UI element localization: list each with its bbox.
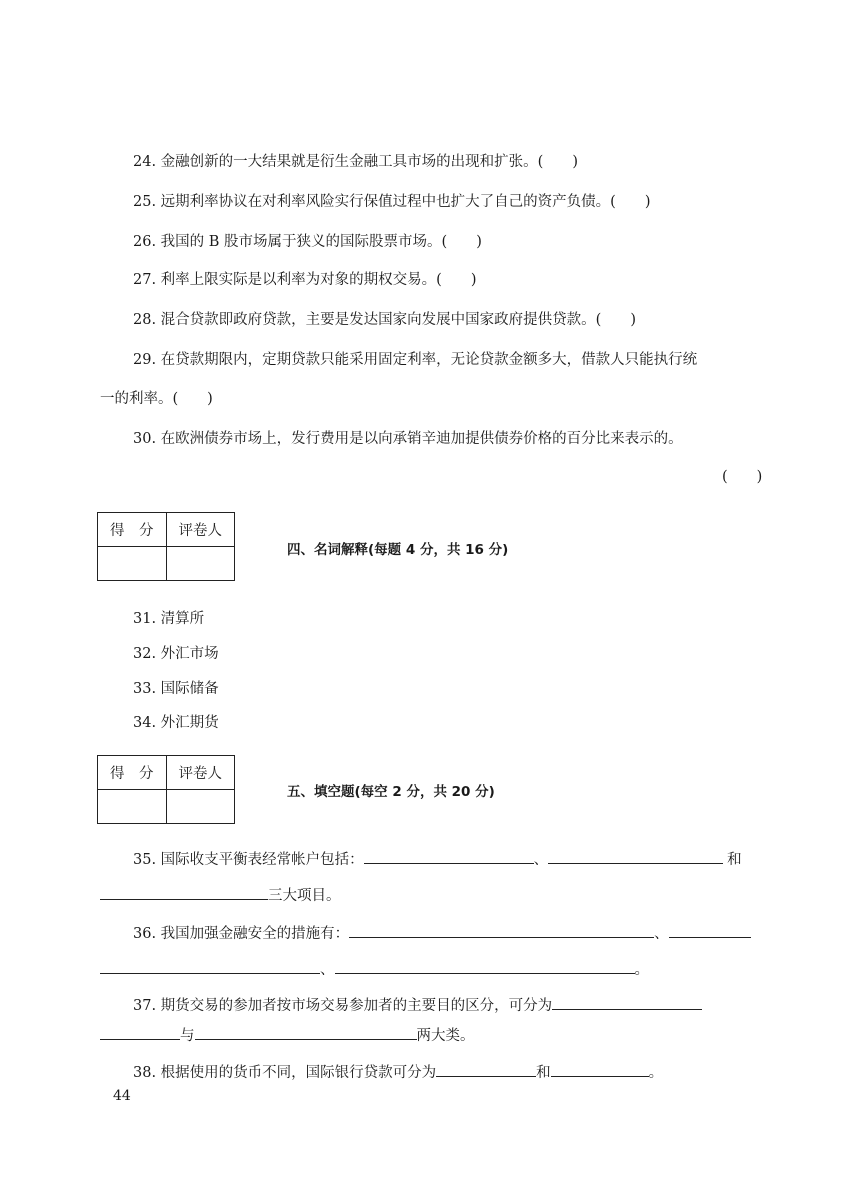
q36-blank-3[interactable] xyxy=(100,959,320,974)
question-29-line2: 一的利率。( ) xyxy=(100,391,213,407)
score-label: 得 分 xyxy=(98,756,167,790)
grader-label: 评卷人 xyxy=(166,756,235,790)
term-33: 33. 国际储备 xyxy=(133,681,219,697)
q35-and: 和 xyxy=(727,852,742,868)
q38-text: 38. 根据使用的货币不同，国际银行贷款可分为 xyxy=(133,1065,437,1081)
score-box-section4 xyxy=(97,512,235,581)
q36-blank-4[interactable] xyxy=(335,959,635,974)
question-28: 28. 混合贷款即政府贷款，主要是发达国家向发展中国家政府提供贷款。( ) xyxy=(133,312,636,328)
q37-blank-3[interactable] xyxy=(195,1025,417,1040)
score-label: 得 分 xyxy=(98,513,167,547)
q36-blank-1[interactable] xyxy=(349,923,654,938)
q35-blank-1[interactable] xyxy=(364,849,534,864)
q37-text: 37. 期货交易的参加者按市场交易参加者的主要目的区分，可分为 xyxy=(133,998,553,1014)
score-cell xyxy=(98,547,167,581)
q35-sep: 、 xyxy=(533,852,549,868)
term-34: 34. 外汇期货 xyxy=(133,715,219,731)
q36-sep1: 、 xyxy=(654,926,669,942)
grader-cell xyxy=(166,547,235,581)
term-32: 32. 外汇市场 xyxy=(133,646,219,662)
q35-text: 35. 国际收支平衡表经常帐户包括： xyxy=(133,852,364,868)
section4-title: 四、名词解释(每题 4 分，共 16 分) xyxy=(287,542,509,558)
page-number: 44 xyxy=(113,1088,131,1104)
q37-blank-1[interactable] xyxy=(552,995,702,1010)
question-27: 27. 利率上限实际是以利率为对象的期权交易。( ) xyxy=(133,272,477,288)
question-36-line2 xyxy=(100,958,649,979)
q36-end: 。 xyxy=(634,962,649,978)
q37-blank-2[interactable] xyxy=(100,1025,180,1040)
q36-blank-2[interactable] xyxy=(669,923,751,938)
score-cell xyxy=(98,790,167,824)
question-38 xyxy=(133,1061,663,1082)
question-35 xyxy=(133,848,742,869)
q38-end: 。 xyxy=(648,1065,664,1081)
question-24: 24. 金融创新的一大结果就是衍生金融工具市场的出现和扩张。( ) xyxy=(133,154,578,170)
question-29-line1: 29. 在贷款期限内，定期贷款只能采用固定利率，无论贷款金额多大，借款人只能执行统 xyxy=(133,352,698,368)
q35-blank-2[interactable] xyxy=(548,849,723,864)
question-30: 30. 在欧洲债券市场上，发行费用是以向承销辛迪加提供债券价格的百分比来表示的。 xyxy=(133,431,683,447)
q38-blank-2[interactable] xyxy=(551,1062,649,1077)
q35-blank-3[interactable] xyxy=(100,885,268,900)
question-26: 26. 我国的 B 股市场属于狭义的国际股票市场。( ) xyxy=(133,234,482,250)
grader-label: 评卷人 xyxy=(166,513,235,547)
q36-text: 36. 我国加强金融安全的措施有： xyxy=(133,926,350,942)
q35-tail: 三大项目。 xyxy=(268,888,341,904)
question-37 xyxy=(133,994,702,1015)
question-35-line2 xyxy=(100,884,341,905)
term-31: 31. 清算所 xyxy=(133,611,205,627)
q36-sep2: 、 xyxy=(320,962,335,978)
grader-cell xyxy=(166,790,235,824)
question-25: 25. 远期利率协议在对利率风险实行保值过程中也扩大了自己的资产负债。( ) xyxy=(133,194,651,210)
q37-with: 与 xyxy=(180,1028,195,1044)
q38-and: 和 xyxy=(536,1065,551,1081)
question-30-bracket: ( ) xyxy=(722,469,763,485)
q38-blank-1[interactable] xyxy=(436,1062,536,1077)
score-box-section5 xyxy=(97,755,235,824)
section5-title: 五、填空题(每空 2 分，共 20 分) xyxy=(287,784,495,800)
question-37-line2 xyxy=(100,1024,475,1045)
q37-tail: 两大类。 xyxy=(416,1028,475,1044)
question-36 xyxy=(133,922,751,943)
